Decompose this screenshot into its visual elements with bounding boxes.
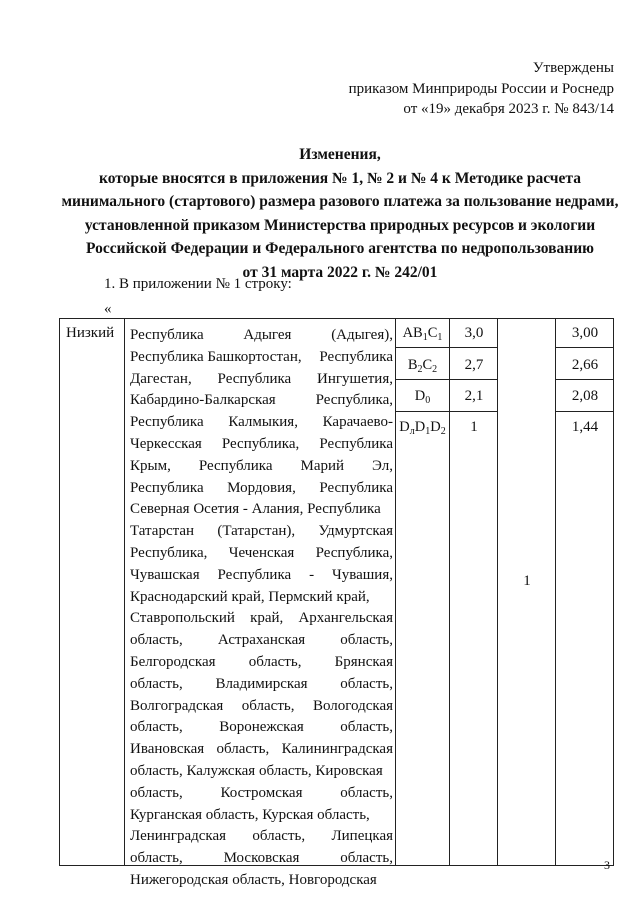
approval-line: от «19» декабря 2023 г. № 843/14 (403, 101, 614, 117)
group-sub: 2 (440, 426, 446, 437)
region-word: Республика, (315, 392, 393, 409)
group-main: D (430, 419, 441, 435)
region-word: область, (340, 850, 393, 867)
group-sub: 2 (432, 364, 438, 375)
coefficients-table (59, 318, 614, 888)
region-word: Вологодская (312, 697, 393, 714)
approval-block (349, 58, 614, 120)
region-word: Крым, (130, 457, 171, 474)
group-main: AB (402, 325, 423, 341)
regions-line (130, 630, 393, 652)
group-main: C (422, 357, 433, 373)
region-word: Республика Башкортостан, (130, 348, 302, 365)
region-word: область, (130, 784, 183, 801)
region-word: Ингушетия, (317, 370, 393, 387)
group-sub: 1 (425, 426, 431, 437)
regions-line (130, 543, 393, 565)
heading-line: минимального (стартового) размера разового платежа за пользование недрами, (61, 193, 619, 210)
regions-line (130, 826, 393, 848)
regions-line (130, 347, 393, 369)
row-divider (556, 411, 614, 412)
region-word: Северная Осетия - Алания, Республика (130, 501, 381, 518)
regions-line (130, 717, 393, 739)
value-cell: 2,1 (464, 388, 484, 404)
region-word: Нижегородская область, Новгородская (130, 871, 377, 888)
heading-line: Изменения, (299, 146, 381, 163)
approval-line: приказом Минприроды России и Роснедр (348, 80, 614, 97)
region-word: Чувашская (130, 566, 200, 583)
region-word: Калмыкия, (228, 414, 298, 431)
region-word: Марий (300, 457, 345, 474)
group-cell (396, 388, 449, 405)
value-cell: 3,0 (464, 325, 484, 341)
region-word: Архангельская (298, 610, 393, 627)
region-word: Татарстан (130, 523, 195, 540)
row-divider (395, 347, 498, 348)
group-sub: 1 (422, 332, 428, 343)
region-word: Республика, (130, 544, 208, 561)
group-main: C (427, 325, 438, 341)
open-quote: « (104, 301, 112, 317)
regions-line (130, 456, 393, 478)
value-cell: 2,7 (464, 357, 484, 373)
regions-line (130, 805, 393, 827)
column-divider (124, 319, 125, 865)
regions-line (130, 761, 393, 783)
region-word: Республика, (315, 544, 393, 561)
heading-line: установленной приказом Министерства природных ресурсов и экологии (84, 216, 596, 234)
region-word: Республика, (221, 435, 300, 452)
row-divider (395, 411, 498, 412)
regions-line (130, 412, 393, 434)
region-word: Владимирская (215, 675, 308, 692)
group-cell (396, 357, 449, 374)
regions-line (130, 652, 393, 674)
group-sub: 1 (437, 332, 443, 343)
region-word: край, (250, 610, 284, 627)
group-sub: л (409, 426, 415, 437)
regions-line (130, 696, 393, 718)
regions-line (130, 674, 393, 696)
regions-line (130, 848, 393, 870)
region-word: область, (130, 850, 183, 867)
regions-line (130, 565, 393, 587)
region-word: Воронежская (219, 719, 304, 736)
regions-line (130, 434, 393, 456)
region-word: Краснодарский край, Пермский край, (130, 588, 370, 605)
region-word: область, (130, 719, 183, 736)
region-word: Дагестан, (130, 370, 192, 387)
regions-line (130, 369, 393, 391)
group-sub: 0 (425, 395, 431, 406)
group-main: B (407, 357, 418, 373)
region-word: Республика (217, 370, 292, 387)
regions-line (130, 499, 393, 521)
regions-line (130, 739, 393, 761)
region-word: Чувашия, (331, 566, 393, 583)
region-word: Кабардино-Балкарская (130, 392, 276, 409)
row-divider (556, 347, 614, 348)
region-word: Эл, (372, 457, 393, 474)
regions-line (130, 783, 393, 805)
region-word: область, (340, 784, 393, 801)
region-word: Республика (130, 327, 204, 343)
region-word: Курганская область, Курская область, (130, 806, 370, 823)
region-word: область, (340, 719, 393, 736)
regions-line (130, 521, 393, 543)
coefficient-cell: 1 (523, 573, 531, 589)
region-word: Московская (223, 850, 300, 867)
regions-line (130, 608, 393, 630)
page-number: 3 (604, 858, 610, 872)
region-word: Удмуртская (318, 523, 393, 540)
group-main: D (414, 419, 426, 435)
group-main: D (414, 388, 426, 404)
region-word: Республика (319, 435, 393, 452)
result-cell: 2,08 (571, 388, 599, 404)
region-word: Республика (198, 457, 273, 474)
regions-cell (130, 325, 393, 892)
region-word: область, (130, 675, 183, 692)
region-word: (Татарстан), (217, 523, 296, 540)
region-word: Республика (130, 479, 204, 496)
group-sub: 2 (417, 364, 423, 375)
region-word: (Адыгея), (331, 327, 393, 343)
region-word: Республика (319, 479, 393, 496)
region-word: Черкесская (130, 435, 202, 452)
region-word: Липецкая (331, 828, 393, 845)
category-cell: Низкий (66, 325, 115, 341)
region-word: Чеченская (228, 544, 295, 561)
region-word: Адыгея (243, 327, 292, 343)
group-cell (396, 325, 449, 342)
region-word: Белгородская (130, 653, 216, 670)
region-word: Ленинградская (130, 828, 227, 845)
region-word: область, Калужская область, Кировская (130, 762, 383, 779)
group-main: D (399, 419, 410, 435)
region-word: область, (252, 828, 306, 845)
region-word: Ставропольский (130, 610, 235, 627)
heading-line: от 31 марта 2022 г. № 242/01 (242, 263, 438, 281)
region-word: Мордовия, (227, 479, 296, 496)
region-word: Республика (130, 414, 204, 431)
region-word: Республика (217, 566, 292, 583)
region-word: область, (248, 653, 302, 670)
region-word: область, (340, 632, 393, 649)
region-word: Республика (319, 348, 393, 365)
region-word: Карачаево- (322, 414, 393, 431)
approval-line: Утверждены (532, 60, 614, 76)
result-cell: 2,66 (571, 357, 599, 373)
region-word: Брянская (334, 653, 393, 670)
row-divider (556, 379, 614, 380)
region-word: Астраханская (217, 632, 306, 649)
regions-line (130, 870, 393, 892)
value-cell: 1 (470, 419, 478, 435)
region-word: - (309, 566, 315, 583)
region-word: Костромская (220, 784, 303, 801)
regions-line (130, 325, 393, 347)
region-word: Калининградская (281, 741, 393, 758)
region-word: область, (130, 632, 183, 649)
row-divider (395, 379, 498, 380)
regions-line (130, 390, 393, 412)
regions-line (130, 478, 393, 500)
regions-line (130, 587, 393, 609)
region-word: Ивановская (130, 741, 205, 758)
result-cell: 3,00 (571, 325, 599, 341)
result-cell: 1,44 (571, 419, 599, 435)
heading-line: Российской Федерации и Федерального агентства по недропользованию (86, 240, 594, 257)
region-word: область, (340, 675, 393, 692)
document-heading (60, 143, 620, 284)
heading-line: которые вносятся в приложения № 1, № 2 и № 4 к Методике расчета (99, 169, 581, 187)
paragraph-text: 1. В приложении № 1 строку: (104, 276, 292, 292)
region-word: Волгоградская (130, 697, 224, 714)
group-cell (396, 419, 449, 436)
region-word: область, (216, 741, 270, 758)
region-word: область, (241, 697, 295, 714)
